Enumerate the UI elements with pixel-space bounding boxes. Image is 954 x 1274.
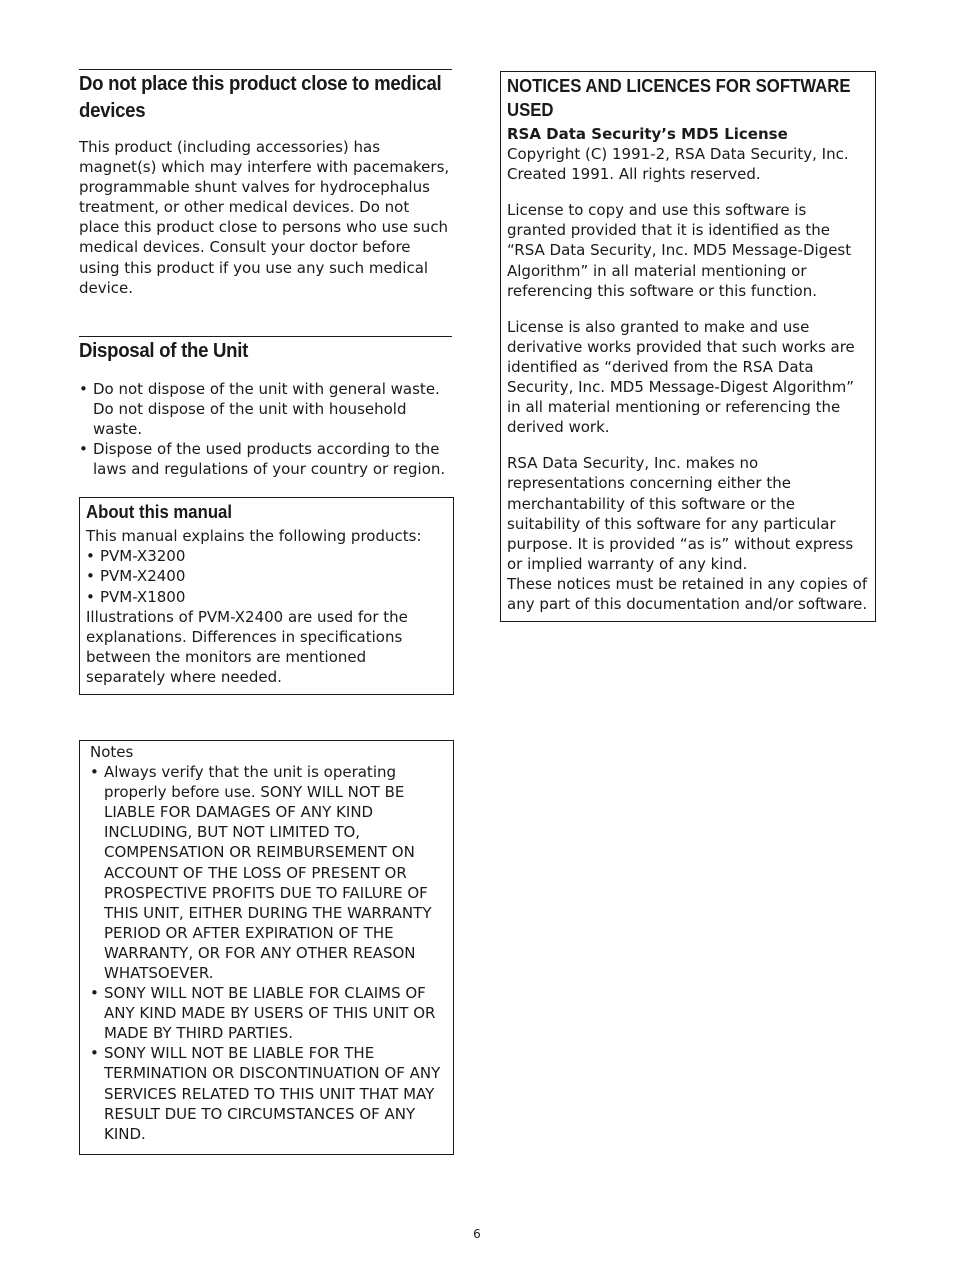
medical-devices-body: This product (including accessories) has magnet(s) which may interfere with pacemakers, programmable shunt valves for hydrocephalus treatment, or other medical devices. Do not place this product close to persons who use such medical devices. Consult your doctor before using this product if you use any such medical device.	[79, 138, 450, 297]
left-column	[79, 69, 454, 1155]
list-item: • Always verify that the unit is operating properly before use. SONY WILL NOT BE LIABLE FOR DAMAGES OF ANY KIND INCLUDING, BUT NOT LIMITED TO, COMPENSATION OR REIMBURSEMENT ON ACCOUNT OF THE LOSS OF PRESENT OR PROSPECTIVE PROFITS DUE TO FAILURE OF THIS UNIT, EITHER DURING THE WARRANTY PERIOD OR AFTER EXPIRATION OF THE WARRANTY, OR FOR ANY OTHER REASON WHATSOEVER.	[90, 762, 443, 983]
md5-license-para-3: RSA Data Security, Inc. makes no representations concerning either the merchantability of this software or the suitability of this software for any particular purpose. It is provided “as is” without express or implied warranty of any kind.	[507, 454, 854, 573]
list-item: • Dispose of the used products according to the laws and regulations of your country or region.	[79, 439, 454, 479]
md5-license-para-1: License to copy and use this software is granted provided that it is identified as the “RSA Data Security, Inc. MD5 Message-Digest Algorithm” in all material mentioning or referencing this software or this function.	[507, 201, 852, 300]
notes-box	[79, 740, 454, 1155]
disposal-heading: Disposal of the Unit	[79, 336, 452, 365]
page-number: 6	[473, 1227, 481, 1241]
md5-copyright: Copyright (C) 1991-2, RSA Data Security, Inc. Created 1991. All rights reserved.	[507, 145, 849, 184]
disposal-list	[79, 379, 454, 479]
medical-devices-section	[79, 69, 454, 298]
software-licences-box	[500, 71, 876, 622]
list-item: • PVM-X3200	[86, 546, 447, 566]
notes-list	[90, 762, 443, 1144]
about-manual-intro: This manual explains the following products:	[86, 527, 422, 546]
about-manual-box	[79, 497, 454, 695]
list-item: • PVM-X1800	[86, 587, 447, 607]
notes-title: Notes	[90, 742, 134, 761]
list-item: • SONY WILL NOT BE LIABLE FOR THE TERMINATION OR DISCONTINUATION OF ANY SERVICES RELATED TO THIS UNIT THAT MAY RESULT DUE TO CIRCUMSTANCES OF ANY KIND.	[90, 1043, 443, 1143]
software-licences-title: NOTICES AND LICENCES FOR SOFTWARE USED	[507, 76, 851, 120]
medical-devices-heading: Do not place this product close to medical devices	[79, 69, 452, 125]
md5-license-para-2: License is also granted to make and use derivative works provided that such works are identified as “derived from the RSA Data Security, Inc. MD5 Message-Digest Algorithm” in all material mentioning or referencing the derived work.	[507, 317, 855, 437]
list-item: • PVM-X2400	[86, 566, 447, 586]
list-item: • Do not dispose of the unit with general waste. Do not dispose of the unit with household waste.	[79, 379, 454, 439]
product-list	[86, 546, 447, 606]
list-item: • SONY WILL NOT BE LIABLE FOR CLAIMS OF ANY KIND MADE BY USERS OF THIS UNIT OR MADE BY THIRD PARTIES.	[90, 983, 443, 1043]
disposal-section	[79, 336, 454, 479]
about-manual-title: About this manual	[86, 502, 233, 523]
md5-license-para-4: These notices must be retained in any copies of any part of this documentation and/or software.	[507, 574, 868, 613]
right-column	[500, 71, 876, 622]
md5-license-subtitle: RSA Data Security’s MD5 License	[507, 125, 788, 143]
about-manual-outro: Illustrations of PVM-X2400 are used for the explanations. Differences in specifications between the monitors are mentioned separately where needed.	[86, 607, 408, 686]
